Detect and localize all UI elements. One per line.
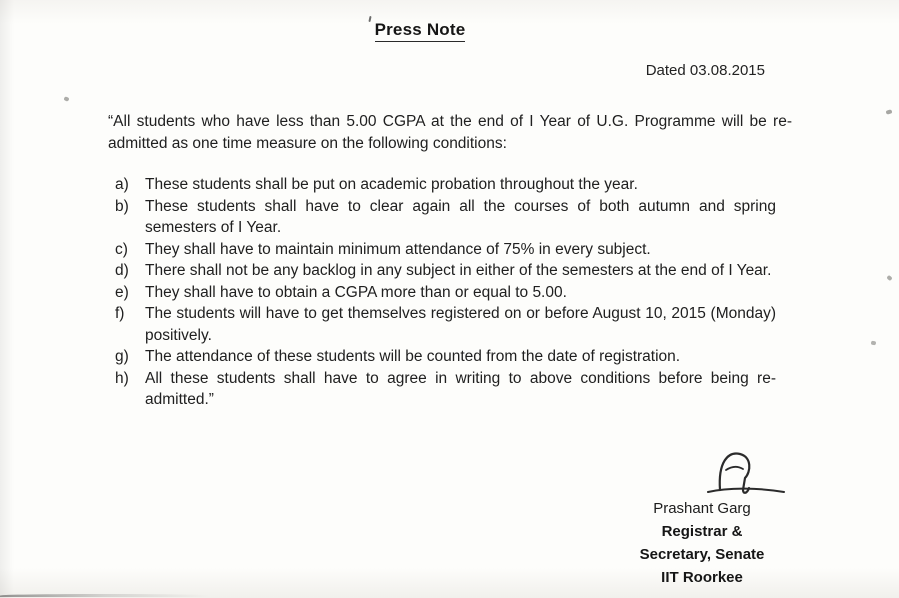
condition-text: They shall have to obtain a CGPA more than or equal to 5.00.: [145, 283, 567, 301]
condition-label: d): [115, 262, 129, 279]
signatory-title-secretary: Secretary, Senate: [639, 546, 765, 563]
condition-item: [108, 196, 776, 239]
condition-text: The students will have to get themselves registered on or before August 10, 2015 (Monday) positively.: [145, 305, 776, 344]
date-line: Dated 03.08.2015: [645, 62, 765, 79]
signatory-org: IIT Roorkee: [661, 569, 743, 586]
condition-item: [108, 368, 776, 411]
condition-label: c): [115, 240, 128, 258]
condition-text: These students shall have to clear again all the courses of both autumn and spring semesters of I Year.: [145, 197, 776, 236]
scan-speck: [63, 96, 69, 102]
condition-label: h): [115, 369, 129, 387]
condition-label: b): [115, 197, 129, 215]
condition-text: These students shall be put on academic probation throughout the year.: [145, 176, 638, 193]
condition-item: [108, 282, 776, 304]
condition-label: a): [115, 176, 129, 193]
condition-text: They shall have to maintain minimum attendance of 75% in every subject.: [145, 240, 651, 258]
scan-edge-artifact: [0, 594, 210, 597]
condition-label: g): [115, 348, 129, 365]
condition-item: [108, 174, 776, 196]
conditions-list: [108, 174, 792, 411]
condition-item: [108, 303, 776, 346]
intro-paragraph: “All students who have less than 5.00 CGPA at the end of I Year of U.G. Programme will be re-admitted as one time measure on the following conditions:: [108, 113, 792, 152]
document-body: [0, 111, 899, 411]
title-row: [0, 0, 840, 42]
page-title: Press Note: [375, 20, 466, 42]
condition-text: All these students shall have to agree in writing to above conditions before being re-admitted.”: [145, 369, 776, 408]
condition-text: There shall not be any backlog in any subject in either of the semesters at the end of I Year.: [145, 262, 772, 279]
condition-item: [108, 346, 776, 368]
condition-text: The attendance of these students will be counted from the date of registration.: [145, 348, 681, 365]
signature-mark: [702, 446, 790, 496]
signatory-name: Prashant Garg: [653, 500, 751, 517]
signature-block: [582, 446, 822, 589]
signatory-title-registrar: Registrar &: [661, 523, 743, 540]
condition-item: [108, 260, 776, 282]
condition-item: [108, 239, 776, 261]
condition-label: e): [115, 283, 129, 301]
condition-label: f): [115, 305, 125, 322]
